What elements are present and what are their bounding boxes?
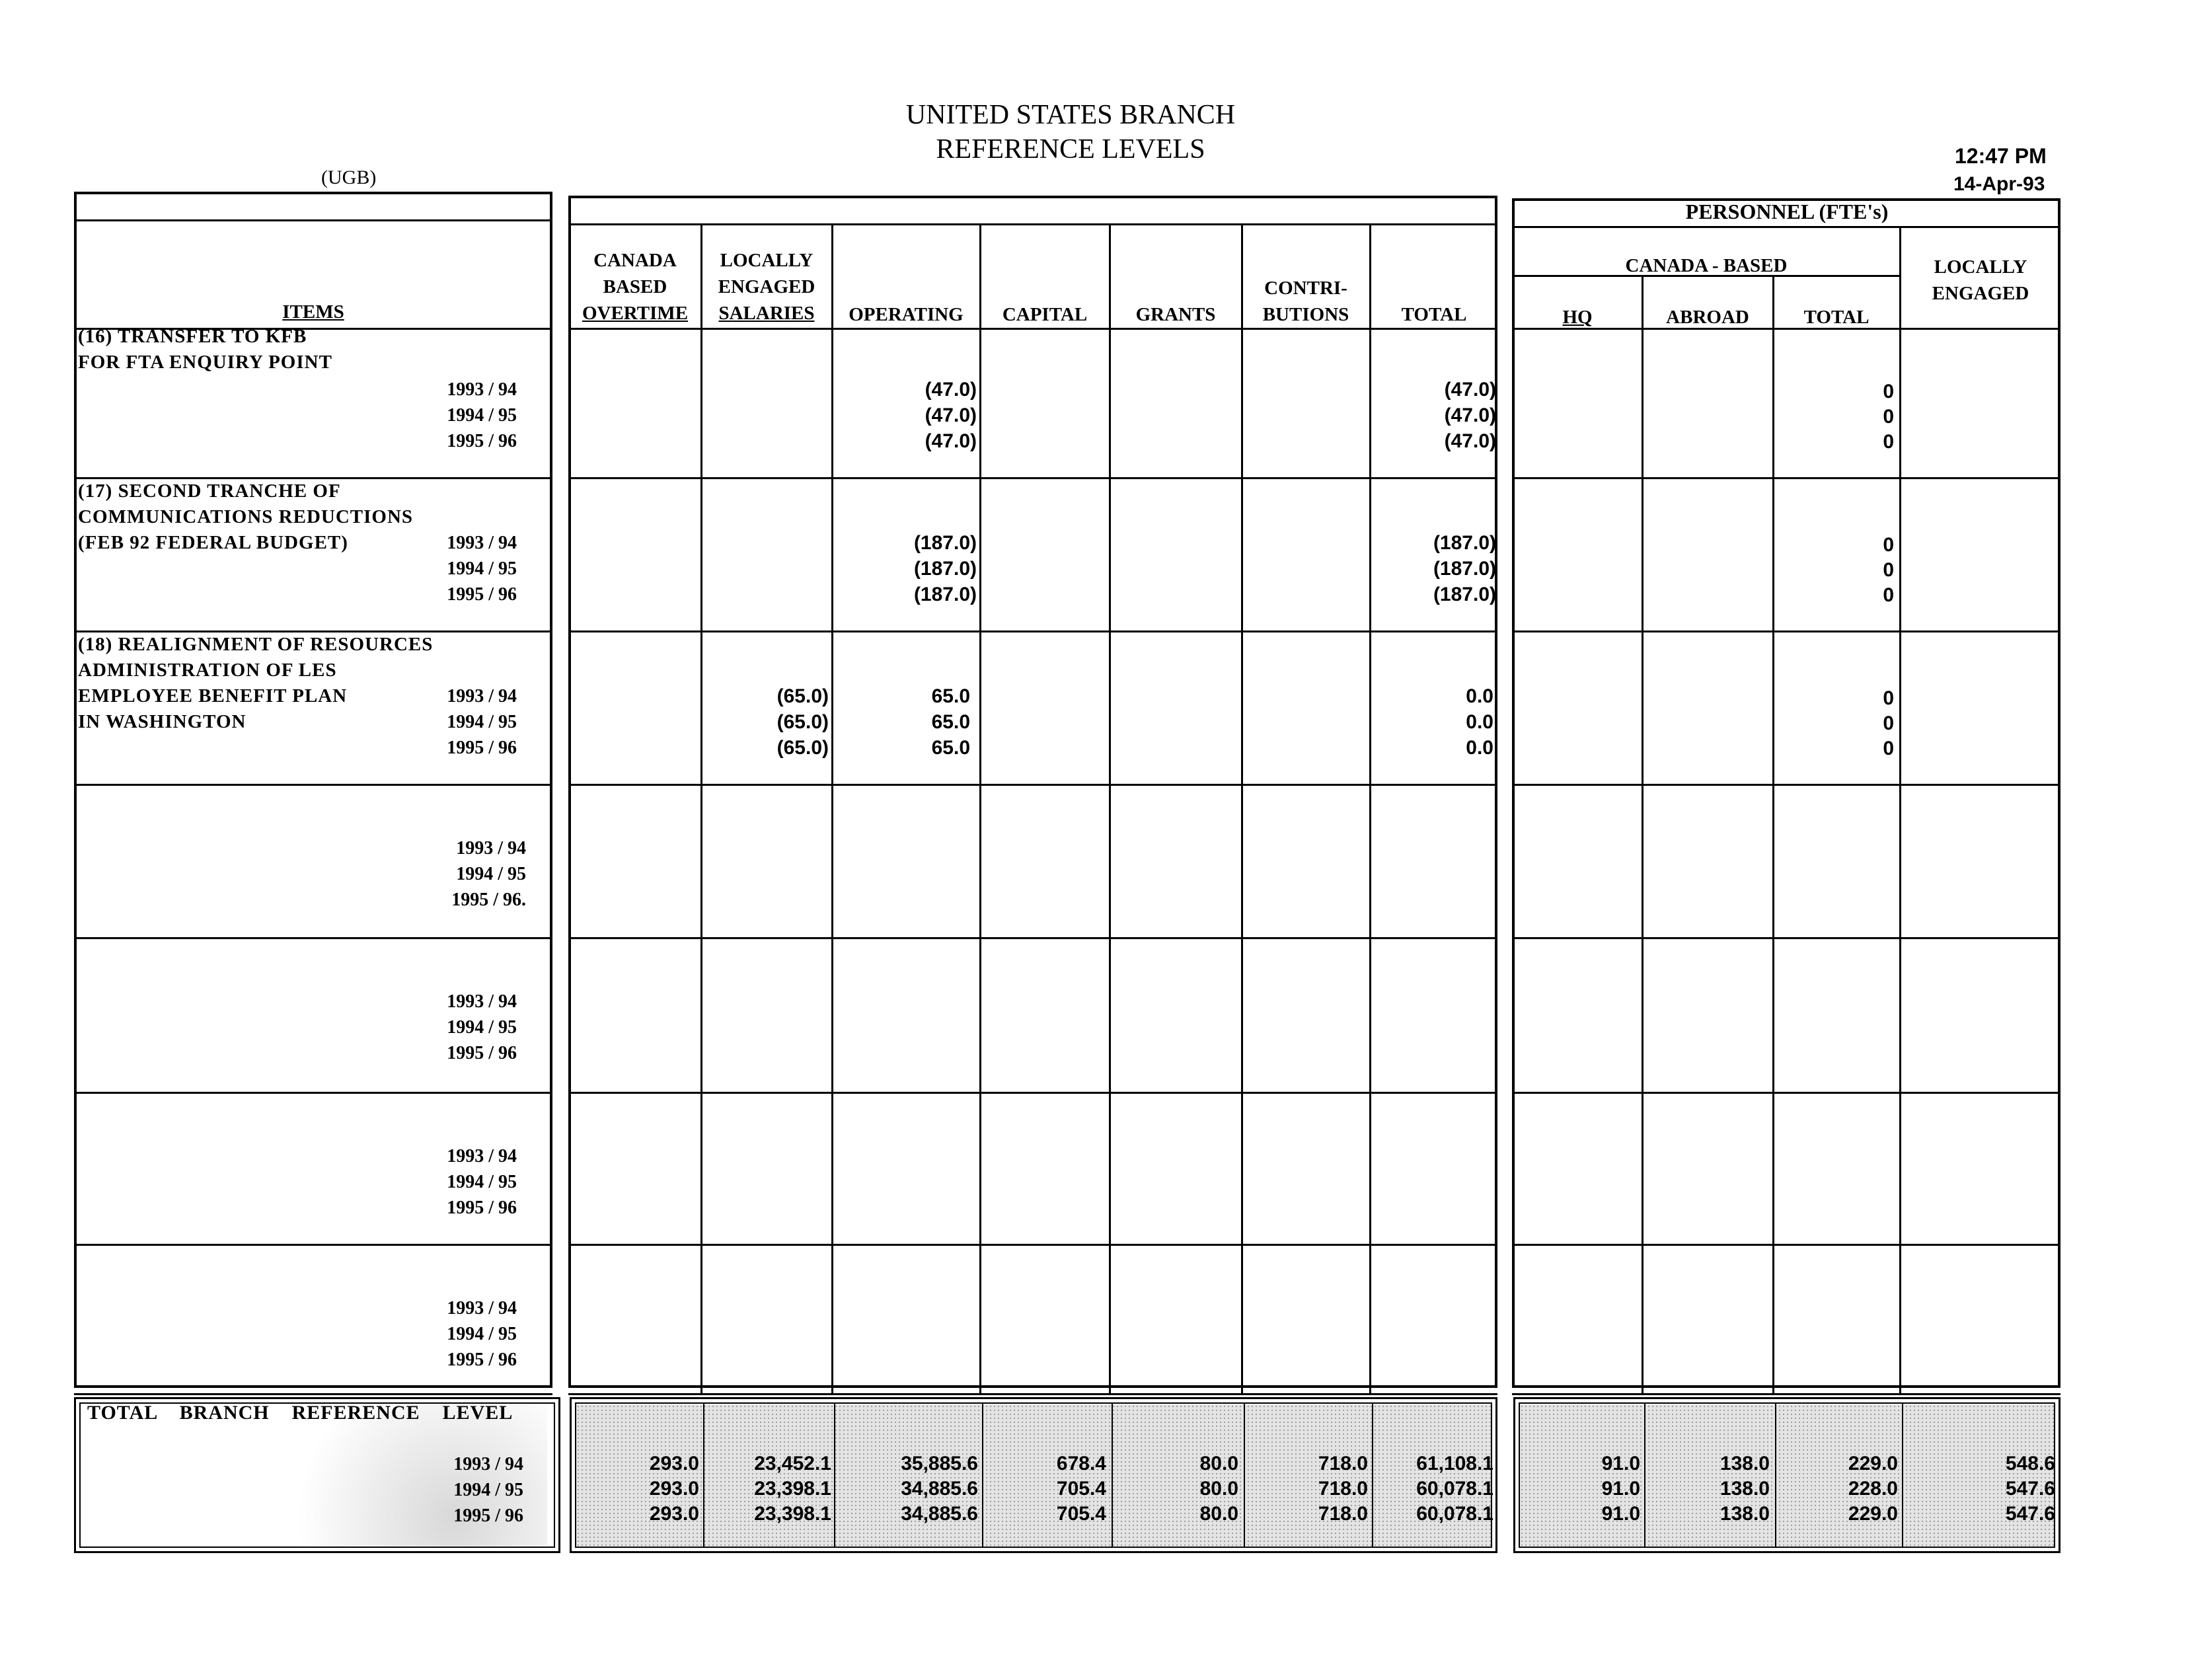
col-canada-based-overtime: CANADA BASED OVERTIME (582, 250, 689, 324)
col-personnel: PERSONNEL (FTE's) (1685, 200, 1889, 223)
col-locally-engaged: LOCALLY ENGAGED (1932, 256, 2029, 304)
item-17-description: (17) SECOND TRANCHE OF COMMUNICATIONS REDUCTIONS (FEB 92 FEDERAL BUDGET) (78, 480, 414, 553)
item-18-description: (18) REALIGNMENT OF RESOURCES ADMINISTRATION OF LES EMPLOYEE BENEFIT PLAN IN WASHINGTON (78, 634, 434, 732)
item-18-operating: 65.0 65.0 65.0 (931, 685, 970, 759)
total-total: 61,108.1 60,078.1 60,078.1 (1416, 1453, 1493, 1525)
col-total: TOTAL (1401, 304, 1467, 325)
col-contributions: CONTRI- BUTIONS (1262, 278, 1349, 325)
item-16-fte-total: 0 0 0 (1883, 381, 1894, 453)
item-18-fte-total: 0 0 0 (1883, 687, 1894, 759)
total-years: 1993 / 94 1994 / 95 1995 / 96 (453, 1454, 523, 1526)
col-operating: OPERATING (849, 304, 964, 325)
item-18-total: 0.0 0.0 0.0 (1466, 685, 1493, 759)
item-17-operating: (187.0) (187.0) (187.0) (913, 532, 977, 605)
branch-code: (UGB) (321, 167, 377, 188)
total-locally-engaged: 548.6 547.6 547.6 (2005, 1453, 2055, 1525)
col-abroad: ABROAD (1666, 307, 1749, 328)
blank-group-3-years: 1993 / 94 1994 / 95 1995 / 96 (447, 1146, 517, 1218)
total-abroad: 138.0 138.0 138.0 (1720, 1453, 1770, 1525)
item-17-years: 1993 / 94 1994 / 95 1995 / 96 (447, 533, 517, 605)
total-hq: 91.0 91.0 91.0 (1601, 1453, 1640, 1525)
item-18-years: 1993 / 94 1994 / 95 1995 / 96 (447, 686, 517, 758)
page-title-line2: REFERENCE LEVELS (936, 134, 1205, 165)
col-locally-engaged-salaries: LOCALLY ENGAGED SALARIES (718, 250, 815, 324)
personnel-panel (1512, 198, 2060, 1388)
blank-group-1-years: 1993 / 94 1994 / 95 1995 / 96. (451, 838, 526, 910)
col-hq: HQ (1562, 307, 1593, 328)
financial-panel (568, 196, 1497, 1388)
item-18-salaries: (65.0) (65.0) (65.0) (776, 685, 829, 759)
total-salaries: 23,452.1 23,398.1 23,398.1 (754, 1453, 831, 1525)
print-date: 14-Apr-93 (1953, 173, 2045, 195)
blank-group-4-years: 1993 / 94 1994 / 95 1995 / 96 (447, 1298, 517, 1370)
col-fte-total: TOTAL (1803, 307, 1870, 328)
item-17-total: (187.0) (187.0) (187.0) (1433, 532, 1496, 605)
col-canada-based: CANADA - BASED (1625, 255, 1788, 276)
item-16-operating: (47.0) (47.0) (47.0) (925, 379, 977, 452)
blank-group-2-years: 1993 / 94 1994 / 95 1995 / 96 (447, 991, 517, 1063)
total-contributions: 718.0 718.0 718.0 (1318, 1453, 1368, 1525)
total-grants: 80.0 80.0 80.0 (1199, 1453, 1238, 1525)
item-17-fte-total: 0 0 0 (1883, 534, 1894, 606)
total-branch-label: TOTAL BRANCH REFERENCE LEVEL (87, 1402, 513, 1424)
col-grants: GRANTS (1135, 304, 1216, 325)
page-title-line1: UNITED STATES BRANCH (905, 100, 1236, 130)
print-time: 12:47 PM (1955, 144, 2047, 168)
item-16-description: (16) TRANSFER TO KFB FOR FTA ENQUIRY POINT (78, 326, 332, 373)
total-fte-total: 229.0 228.0 229.0 (1848, 1453, 1898, 1525)
col-capital: CAPITAL (1002, 304, 1088, 325)
total-overtime: 293.0 293.0 293.0 (649, 1453, 699, 1525)
item-16-years: 1993 / 94 1994 / 95 1995 / 96 (447, 379, 517, 451)
col-items: ITEMS (282, 301, 344, 323)
total-capital: 678.4 705.4 705.4 (1056, 1453, 1106, 1525)
item-16-total: (47.0) (47.0) (47.0) (1444, 379, 1496, 452)
total-operating: 35,885.6 34,885.6 34,885.6 (901, 1453, 978, 1525)
